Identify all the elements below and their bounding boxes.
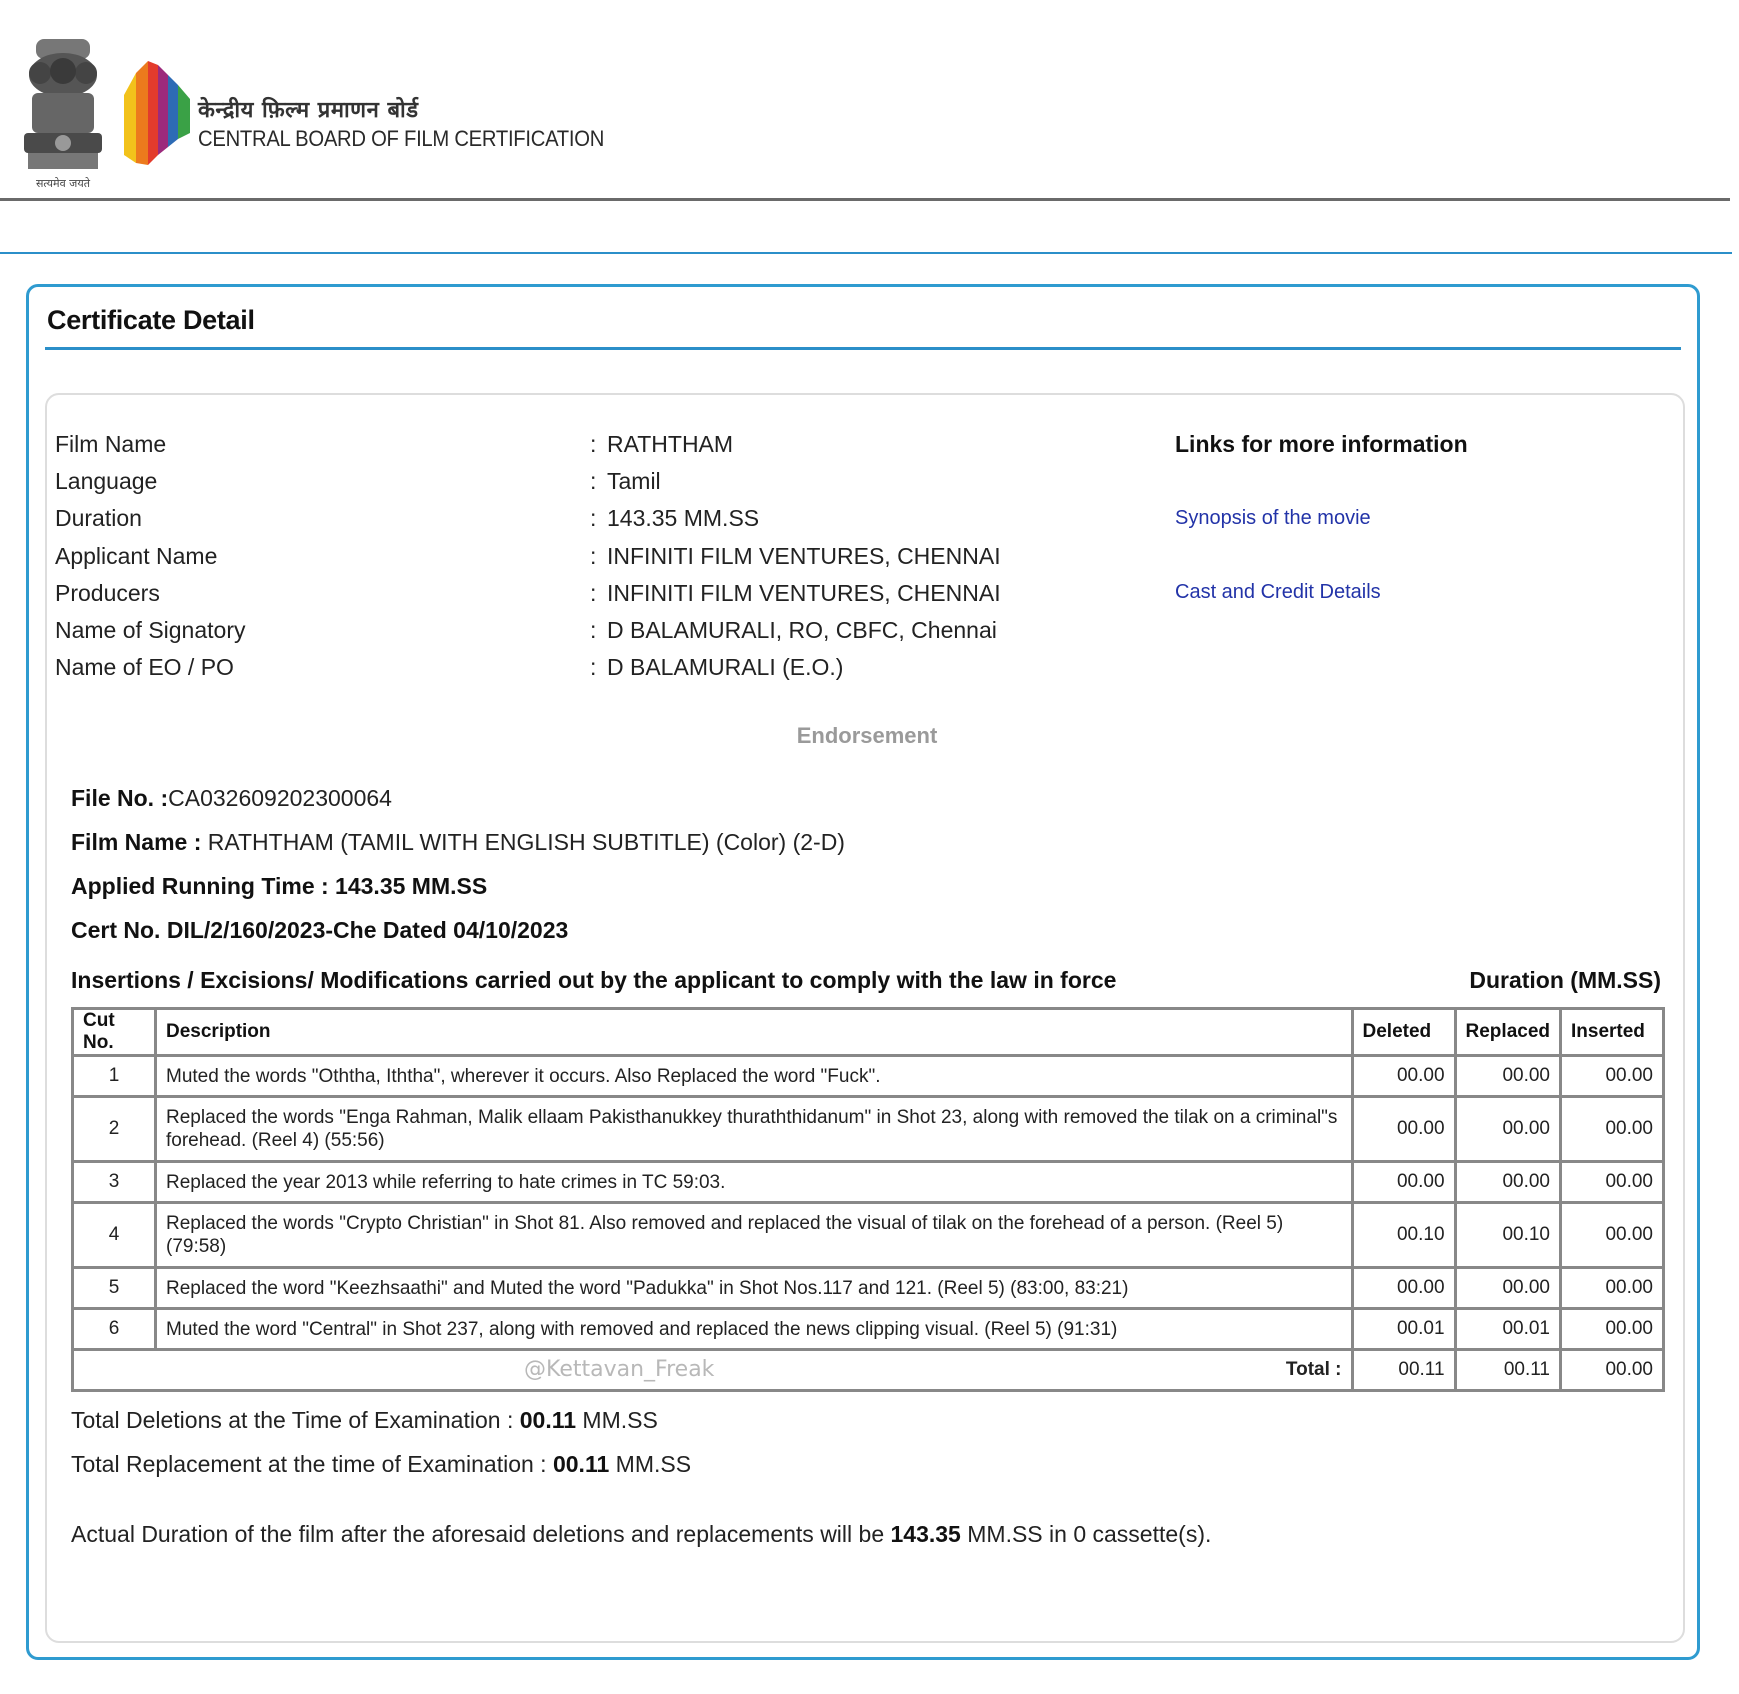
cut-description: Replaced the words "Crypto Christian" in Shot 81. Also removed and replaced the visual of tilak on the forehead of a person. (Reel 5) (79:58) — [156, 1203, 1353, 1268]
cut-no: 4 — [73, 1203, 156, 1268]
cut-description: Replaced the year 2013 while referring to hate crimes in TC 59:03. — [156, 1162, 1353, 1203]
column-header-description: Description — [156, 1009, 1353, 1056]
column-header-replaced: Replaced — [1455, 1009, 1560, 1056]
film-name-label: Film Name : — [71, 829, 202, 855]
cut-no: 2 — [73, 1097, 156, 1162]
card-title-divider — [45, 347, 1681, 350]
total-replaced: 00.11 — [1455, 1350, 1560, 1391]
total-deletions-line: Total Deletions at the Time of Examination : 00.11 MM.SS — [71, 1407, 658, 1433]
applied-running-time: Applied Running Time : 143.35 MM.SS — [71, 873, 488, 899]
cut-inserted: 00.00 — [1561, 1203, 1664, 1268]
insertions-title: Insertions / Excisions/ Modifications carried out by the applicant to comply with the law in force — [71, 967, 1117, 993]
cut-no: 3 — [73, 1162, 156, 1203]
file-no-label: File No. : — [71, 785, 169, 811]
actual-duration-line: Actual Duration of the film after the aforesaid deletions and replacements will be 143.35 MM.SS in 0 cassette(s). — [71, 1521, 1212, 1547]
cast-credit-link[interactable]: Cast and Credit Details — [1175, 581, 1381, 603]
table-row — [73, 1268, 1664, 1309]
cut-deleted: 00.00 — [1352, 1097, 1455, 1162]
cbfc-logo-icon — [122, 55, 192, 170]
cut-replaced: 00.10 — [1455, 1203, 1560, 1268]
detail-label: Name of EO / PO — [55, 654, 234, 680]
national-emblem-icon — [18, 35, 108, 195]
detail-value: INFINITI FILM VENTURES, CHENNAI — [607, 543, 1001, 569]
certificate-card — [26, 284, 1700, 1660]
total-deleted: 00.11 — [1352, 1350, 1455, 1391]
table-row — [73, 1203, 1664, 1268]
cut-description: Replaced the words "Enga Rahman, Malik ellaam Pakisthanukkey thuraththidanum" in Shot 23, along with removed the tilak on a criminal"s forehead. (Reel 4) (55:56) — [156, 1097, 1353, 1162]
cut-deleted: 00.00 — [1352, 1162, 1455, 1203]
cut-inserted: 00.00 — [1561, 1268, 1664, 1309]
brand-hindi-title: केन्द्रीय फ़िल्म प्रमाणन बोर्ड — [198, 98, 419, 123]
cut-replaced: 00.00 — [1455, 1162, 1560, 1203]
table-header-row — [73, 1009, 1664, 1056]
header-divider — [0, 252, 1732, 254]
cut-description: Muted the words "Oththa, Iththa", wherever it occurs. Also Replaced the word "Fuck". — [156, 1056, 1353, 1097]
cut-replaced: 00.00 — [1455, 1097, 1560, 1162]
card-title: Certificate Detail — [47, 305, 255, 335]
table-row — [73, 1162, 1664, 1203]
table-row — [73, 1097, 1664, 1162]
detail-value: Tamil — [607, 468, 661, 494]
detail-colon: : — [590, 468, 597, 494]
detail-colon: : — [590, 617, 597, 643]
endorsement-heading: Endorsement — [796, 723, 938, 748]
file-no-value: CA032609202300064 — [168, 785, 392, 811]
duration-title: Duration (MM.SS) — [1469, 967, 1661, 993]
cut-inserted: 00.00 — [1561, 1056, 1664, 1097]
table-total-row — [73, 1350, 1664, 1391]
cut-inserted: 00.00 — [1561, 1162, 1664, 1203]
column-header-inserted: Inserted — [1561, 1009, 1664, 1056]
cut-no: 5 — [73, 1268, 156, 1309]
detail-colon: : — [590, 543, 597, 569]
film-name-value: RATHTHAM (TAMIL WITH ENGLISH SUBTITLE) (Color) (2-D) — [207, 829, 845, 855]
cut-replaced: 00.00 — [1455, 1268, 1560, 1309]
cert-no: Cert No. DIL/2/160/2023-Che Dated 04/10/2023 — [71, 917, 569, 943]
cut-description: Muted the word "Central" in Shot 237, along with removed and replaced the news clipping visual. (Reel 5) (91:31) — [156, 1309, 1353, 1350]
column-header-deleted: Deleted — [1352, 1009, 1455, 1056]
actual-duration-value: 143.35 — [890, 1521, 961, 1547]
synopsis-link[interactable]: Synopsis of the movie — [1175, 507, 1371, 529]
detail-colon: : — [590, 505, 597, 531]
detail-value: D BALAMURALI (E.O.) — [607, 654, 844, 680]
cut-deleted: 00.10 — [1352, 1203, 1455, 1268]
file-no-line — [71, 785, 392, 812]
detail-colon: : — [590, 654, 597, 680]
brand-english-title: CENTRAL BOARD OF FILM CERTIFICATION — [198, 126, 605, 151]
cut-inserted: 00.00 — [1561, 1309, 1664, 1350]
cut-description: Replaced the word "Keezhsaathi" and Muted the word "Padukka" in Shot Nos.117 and 121. (Reel 5) (83:00, 83:21) — [156, 1268, 1353, 1309]
certificate-panel — [45, 393, 1685, 1643]
cut-no: 6 — [73, 1309, 156, 1350]
detail-label: Film Name — [55, 431, 167, 457]
detail-label: Duration — [55, 505, 142, 531]
total-inserted: 00.00 — [1561, 1350, 1664, 1391]
cut-deleted: 00.01 — [1352, 1309, 1455, 1350]
table-row — [73, 1056, 1664, 1097]
cut-replaced: 00.01 — [1455, 1309, 1560, 1350]
cut-deleted: 00.00 — [1352, 1268, 1455, 1309]
cut-replaced: 00.00 — [1455, 1056, 1560, 1097]
detail-value: D BALAMURALI, RO, CBFC, Chennai — [607, 617, 997, 643]
total-deletions-value: 00.11 — [519, 1407, 577, 1433]
total-replacement-value: 00.11 — [552, 1451, 610, 1477]
detail-colon: : — [590, 431, 597, 457]
total-label-cell — [73, 1350, 1353, 1391]
column-header-cut-no: Cut No. — [73, 1009, 156, 1056]
table-row — [73, 1309, 1664, 1350]
detail-label: Applicant Name — [55, 543, 218, 569]
links-title: Links for more information — [1175, 431, 1468, 457]
cut-deleted: 00.00 — [1352, 1056, 1455, 1097]
detail-value: 143.35 MM.SS — [607, 505, 760, 531]
watermark: @Kettavan_Freak — [524, 1357, 715, 1382]
svg-text:सत्यमेव जयते: सत्यमेव जयते — [35, 177, 91, 190]
brand-title — [198, 94, 639, 152]
film-name-line — [71, 829, 845, 856]
site-header — [0, 0, 1730, 201]
cut-no: 1 — [73, 1056, 156, 1097]
total-label: Total : — [1285, 1359, 1342, 1380]
detail-label: Producers — [55, 580, 160, 606]
detail-colon: : — [590, 580, 597, 606]
detail-label: Name of Signatory — [55, 617, 246, 643]
total-replacement-line: Total Replacement at the time of Examination : 00.11 MM.SS — [71, 1451, 692, 1477]
cuts-table — [71, 1007, 1665, 1392]
cut-inserted: 00.00 — [1561, 1097, 1664, 1162]
detail-value: INFINITI FILM VENTURES, CHENNAI — [607, 580, 1001, 606]
detail-value: RATHTHAM — [607, 431, 734, 457]
detail-label: Language — [55, 468, 158, 494]
